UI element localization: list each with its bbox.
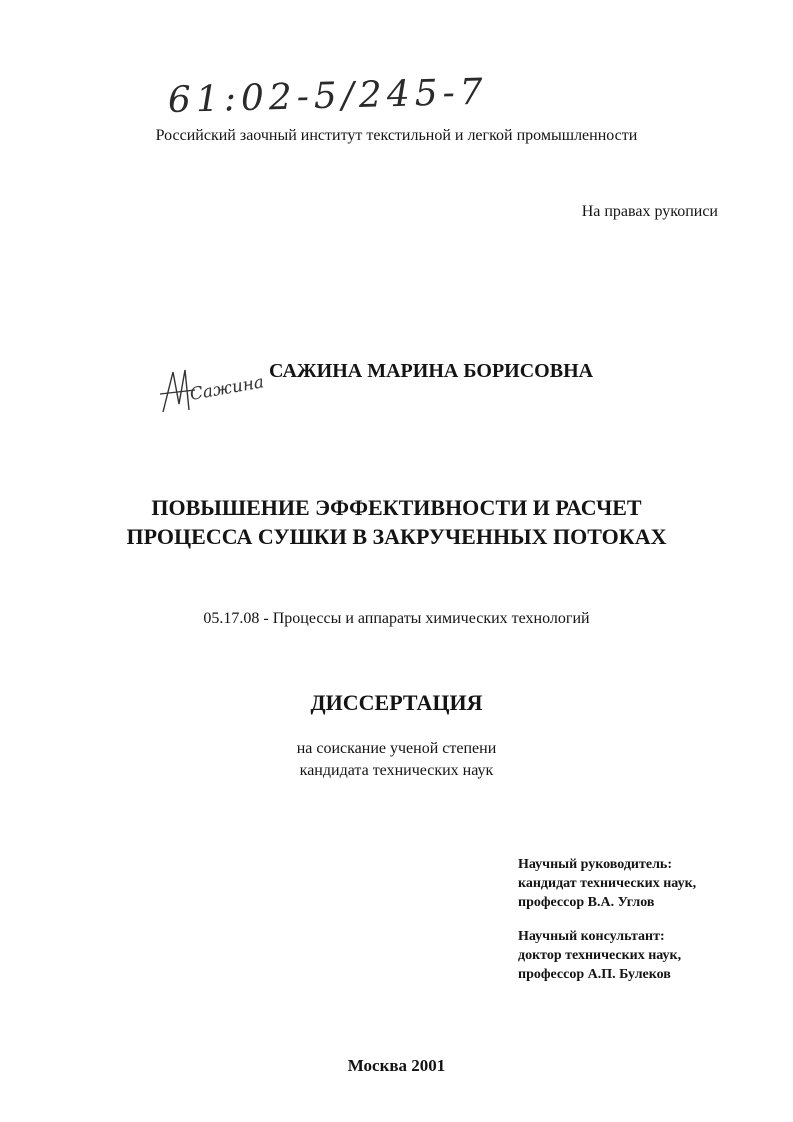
signature-lettering: Сажина xyxy=(188,372,266,405)
thesis-title xyxy=(0,493,793,551)
degree-statement xyxy=(0,738,793,782)
supervisor-credentials: кандидат технических наук, xyxy=(518,876,697,891)
thesis-title-line-1: ПОВЫШЕНИЕ ЭФФЕКТИВНОСТИ И РАСЧЕТ xyxy=(151,495,642,520)
document-type: ДИССЕРТАЦИЯ xyxy=(310,690,483,715)
degree-line-1: на соискание ученой степени xyxy=(296,740,497,757)
supervisor-block xyxy=(518,855,696,912)
institute-name: Российский заочный институт текстильной и легкой промышленности xyxy=(155,127,638,144)
author-name: САЖИНА МАРИНА БОРИСОВНА xyxy=(269,360,594,382)
supervisor-heading: Научный руководитель: xyxy=(518,857,672,872)
consultant-credentials: доктор технических наук, xyxy=(518,948,682,963)
consultant-heading: Научный консультант: xyxy=(518,929,665,944)
rights-note: На правах рукописи xyxy=(581,203,718,220)
supervisor-name: профессор В.А. Углов xyxy=(518,895,655,910)
author-signature xyxy=(155,360,266,420)
degree-line-2: кандидата технических наук xyxy=(299,762,494,779)
archive-number: 61:02-5/245-7 xyxy=(167,71,489,121)
consultant-name: профессор А.П. Булеков xyxy=(518,967,671,982)
specialty-code: 05.17.08 - Процессы и аппараты химических технологий xyxy=(203,610,590,627)
consultant-block xyxy=(518,927,681,984)
city-year: Москва 2001 xyxy=(347,1056,446,1075)
thesis-title-line-2: ПРОЦЕССА СУШКИ В ЗАКРУЧЕННЫХ ПОТОКАХ xyxy=(126,524,667,549)
